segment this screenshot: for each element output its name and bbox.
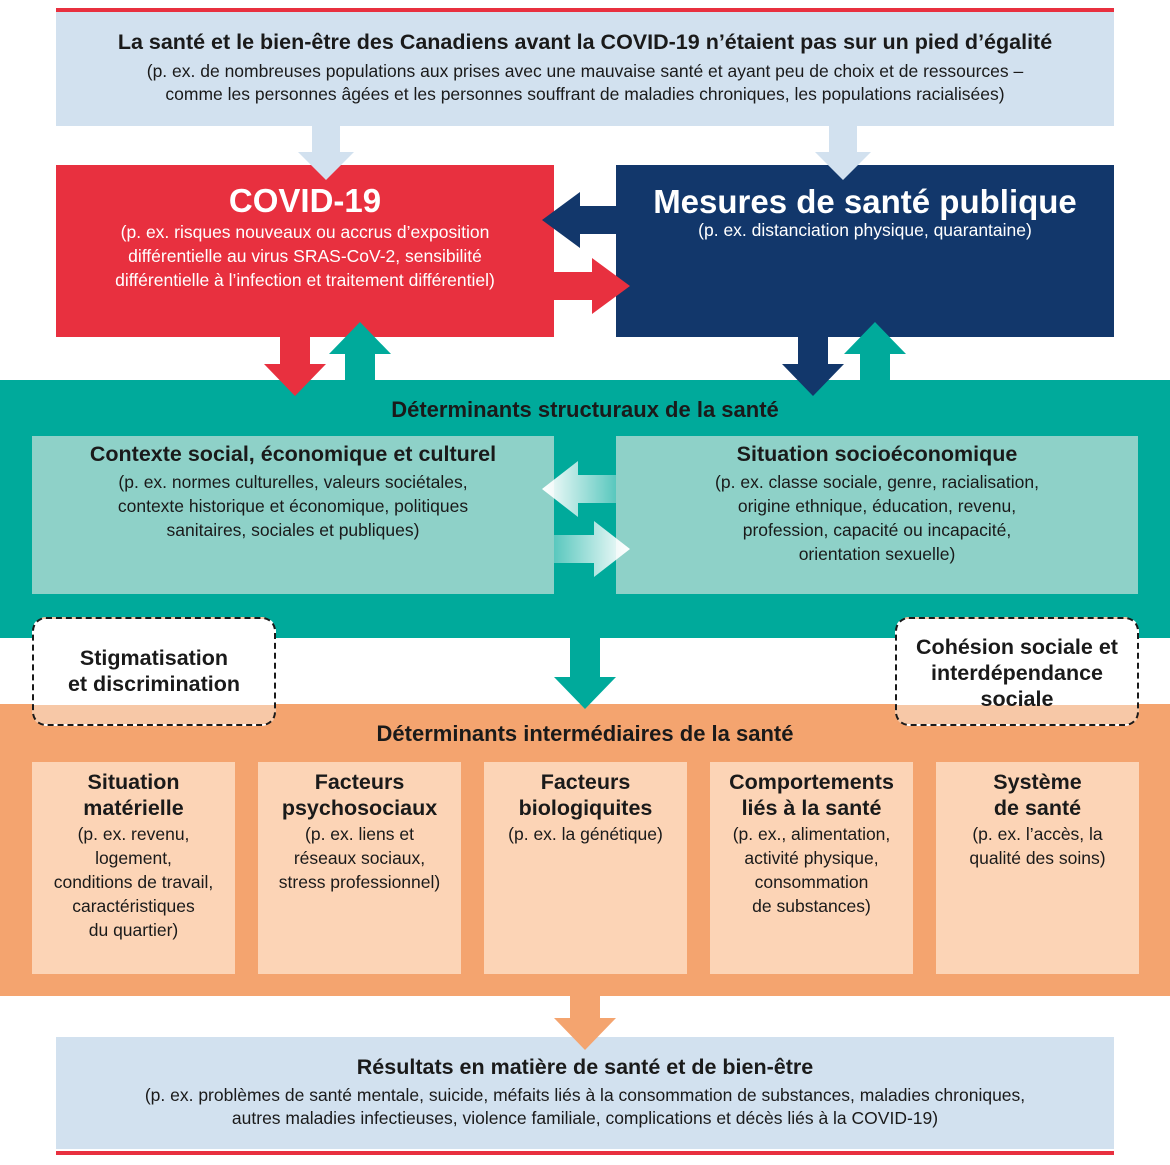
context-title: Contexte social, économique et culturel (89, 442, 497, 466)
socioeconomic-subtitle: (p. ex. classe sociale, genre, racialisation, origine ethnique, éducation, revenu, profession, capacité ou incapacité, orientation sexuelle) (715, 472, 1039, 564)
stigma-discrimination-label: Stigmatisation et discrimination (67, 646, 241, 696)
covid-title: COVID-19 (228, 182, 382, 219)
arrow-structural-to-intermediate (554, 638, 616, 709)
covid-subtitle: (p. ex. risques nouveaux ou accrus d’exposition différentielle au virus SRAS-CoV-2, sensibilité différentielle à l’infection et traitement différentiel) (115, 222, 495, 290)
arrow-intermediate-to-outcomes (554, 996, 616, 1050)
public-health-measures-title: Mesures de santé publique (653, 183, 1077, 220)
factor-title-material: Situation matérielle (83, 770, 184, 820)
pre-covid-health-subtitle: (p. ex. de nombreuses populations aux prises avec une mauvaise santé et ayant peu de choix et de ressources – comme les personnes âgées et les personnes souffrant de maladies chroniques, les populations racialisées) (146, 61, 1024, 104)
arrow-top-to-covid (298, 126, 354, 180)
structural-determinants-title: Déterminants structuraux de la santé (391, 397, 779, 422)
factor-title-biological: Facteurs biologiquites (518, 770, 653, 820)
factor-subtitle-psychosocial: (p. ex. liens et réseaux sociaux, stress professionnel) (278, 824, 441, 892)
socioeconomic-title: Situation socioéconomique (736, 442, 1018, 466)
arrow-top-to-public-health (815, 126, 871, 180)
arrow-covid-to-structural (264, 337, 326, 396)
factor-title-psychosocial: Facteurs psychosociaux (281, 770, 438, 820)
health-outcomes-title: Résultats en matière de santé et de bien-être (356, 1055, 814, 1079)
arrow-covid-to-public-health (554, 258, 630, 314)
factor-title-behaviours: Comportements liés à la santé (729, 770, 894, 820)
arrow-structural-to-public-health (844, 322, 906, 380)
intermediate-determinants-title: Déterminants intermédiaires de la santé (376, 721, 794, 746)
factor-subtitle-material: (p. ex. revenu, logement, conditions de travail, caractéristiques du quartier) (53, 824, 214, 940)
health-outcomes-subtitle: (p. ex. problèmes de santé mentale, suicide, méfaits liés à la consommation de substances, maladies chroniques, autres maladies infectieuses, violence familiale, complications et décès liés à la COVID-19) (144, 1085, 1026, 1128)
social-cohesion-label: Cohésion sociale et interdépendance sociale (916, 635, 1118, 711)
public-health-measures-subtitle: (p. ex. distanciation physique, quarantaine) (698, 220, 1032, 240)
context-subtitle: (p. ex. normes culturelles, valeurs sociétales, contexte historique et économique, politiques sanitaires, sociales et publiques) (117, 472, 469, 540)
factor-subtitle-behaviours: (p. ex., alimentation, activité physique, consommation de substances) (732, 824, 891, 916)
factor-subtitle-health-system: (p. ex. l’accès, la qualité des soins) (969, 824, 1106, 868)
pre-covid-health-title: La santé et le bien-être des Canadiens avant la COVID-19 n’étaient pas sur un pied d’égalité (117, 30, 1053, 54)
arrow-structural-to-covid (329, 322, 391, 380)
arrow-public-health-to-structural (782, 337, 844, 396)
factor-title-health-system: Système de santé (993, 770, 1082, 820)
factor-subtitle-biological: (p. ex. la génétique) (508, 824, 663, 844)
